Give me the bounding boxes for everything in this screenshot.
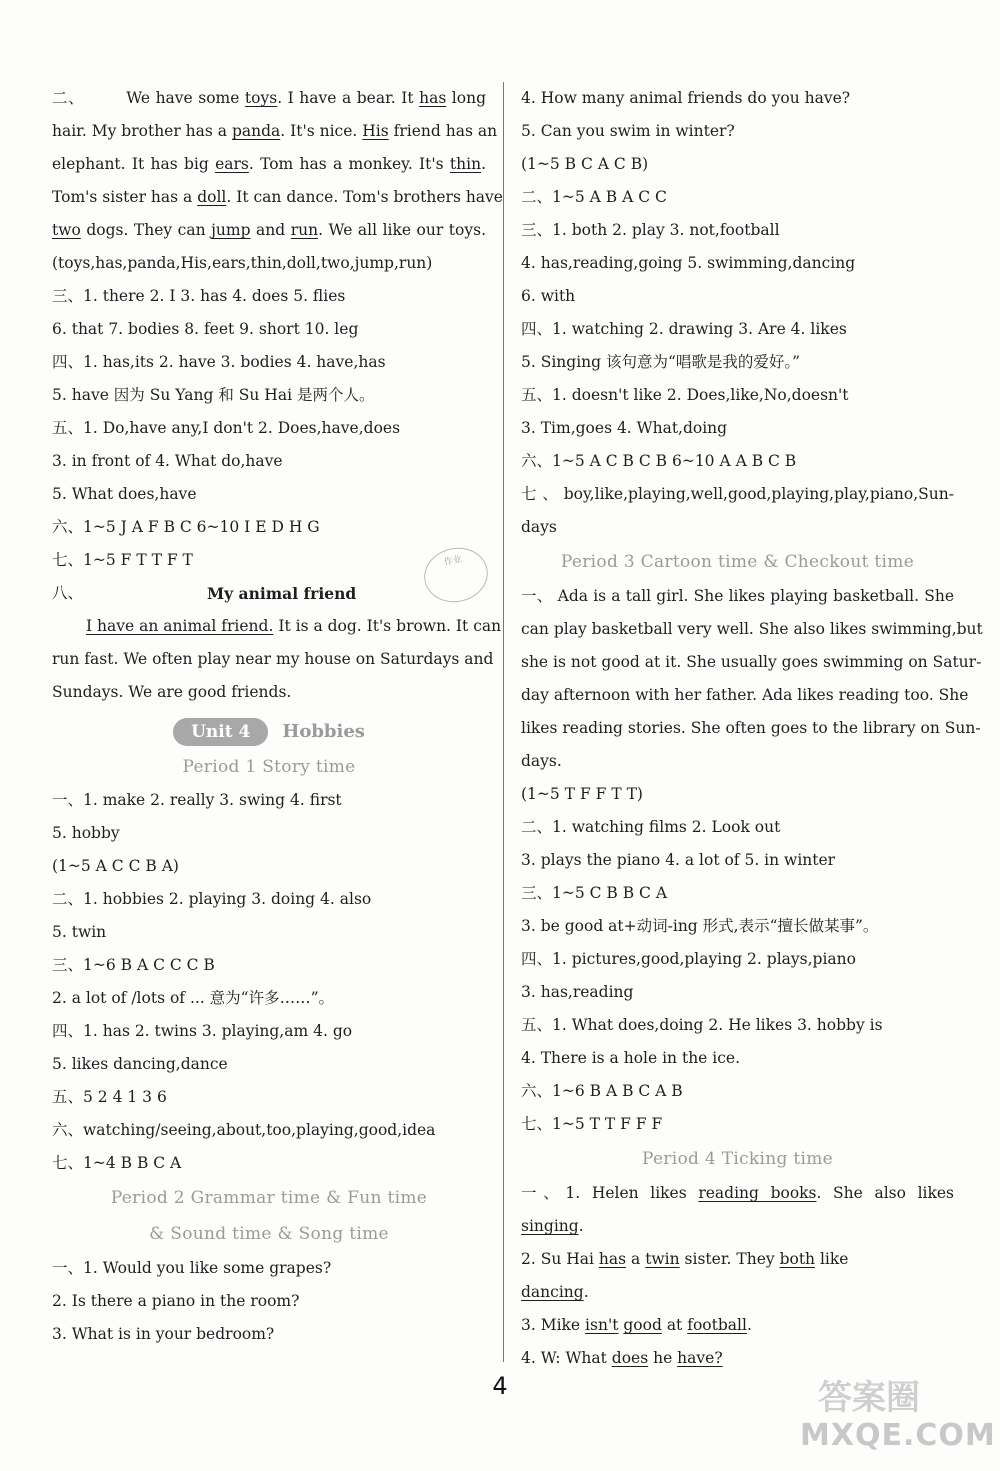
answer-line: 五、5 2 4 1 3 6: [52, 1088, 167, 1106]
underlined-answer: run: [290, 221, 319, 239]
answer-line: 六、1~5 J A F B C 6~10 I E D H G: [52, 518, 320, 536]
underlined-answer: reading books: [698, 1184, 817, 1202]
answer-line: 五、1. doesn't like 2. Does,like,No,doesn't: [521, 386, 849, 404]
answer-line: 3. in front of 4. What do,have: [52, 452, 283, 470]
answer-line: (1~5 A C C B A): [52, 857, 179, 875]
ticking-line-0: [521, 1177, 954, 1210]
answer-list: (toys,has,panda,His,ears,thin,doll,two,jump,run): [52, 254, 433, 272]
answer-line: 2. a lot of /lots of ... 意为“许多……”。: [52, 989, 334, 1007]
text-run: . Tom has a monkey. It's: [248, 155, 450, 173]
answer-line: 七、1~5 T T F F F: [521, 1115, 663, 1133]
answer-line: 五、1. What does,doing 2. He likes 3. hobby is: [521, 1016, 883, 1034]
text-run: at: [661, 1316, 688, 1334]
text-run: and: [250, 221, 291, 239]
ticking-line-4: [521, 1309, 954, 1342]
text-run: . We all like our toys.: [318, 221, 487, 239]
passage-line: can play basketball very well. She also likes swimming,but: [521, 620, 983, 638]
text-run: . It can dance. Tom's brothers have: [226, 188, 503, 206]
answer-line: 三、1. there 2. I 3. has 4. does 5. flies: [52, 287, 346, 305]
text-run: .: [578, 1217, 584, 1235]
column-divider: [503, 82, 504, 1362]
essay-title: My animal friend: [207, 584, 357, 603]
answer-line: 四、1. has 2. twins 3. playing,am 4. go: [52, 1022, 353, 1040]
text-run: a: [626, 1250, 646, 1268]
text-run: run fast. We often play near my house on Saturdays and: [52, 650, 494, 668]
text-run: .: [583, 1283, 589, 1301]
passage-text: [126, 89, 486, 107]
underlined-answer: has: [419, 89, 447, 107]
text-run: like: [815, 1250, 849, 1268]
underlined-answer: good: [623, 1316, 662, 1334]
s2-line-3: [52, 181, 503, 214]
answer-line: (1~5 T F F T T): [521, 785, 643, 803]
underlined-answer: jump: [211, 221, 251, 239]
underlined-answer: two: [52, 221, 81, 239]
passage-line: day afternoon with her father. Ada likes reading too. She: [521, 686, 969, 704]
answer-line: 三、1. both 2. play 3. not,football: [521, 221, 780, 239]
text-run: sister. They: [679, 1250, 780, 1268]
answer-line: 6. that 7. bodies 8. feet 9. short 10. leg: [52, 320, 359, 338]
unit-badge: Unit 4: [173, 718, 268, 746]
stamp-text: 作业: [443, 554, 463, 569]
unit-title: Hobbies: [282, 721, 365, 742]
passage-line: she is not good at it. She usually goes swimming on Satur-: [521, 653, 982, 671]
answer-line: 一、1. Would you like some grapes?: [52, 1259, 332, 1277]
answer-line: 七、1~4 B B C A: [52, 1154, 182, 1172]
text-run: It is a dog. It's brown. It can: [273, 617, 502, 635]
text-run: We have some: [126, 89, 245, 107]
period-heading: Period 3 Cartoon time & Checkout time: [560, 552, 915, 572]
ticking-line-3: [521, 1276, 954, 1309]
period-heading: Period 2 Grammar time & Fun time: [110, 1188, 428, 1208]
answer-line: 3. Tim,goes 4. What,doing: [521, 419, 728, 437]
answer-line: 七、boy,like,playing,well,good,playing,play,piano,Sun-: [521, 485, 954, 503]
answer-line: (1~5 B C A C B): [521, 155, 649, 173]
text-run: .: [746, 1316, 752, 1334]
answer-line: 5. Singing 该句意为“唱歌是我的爱好。”: [521, 353, 801, 371]
underlined-answer: panda: [231, 122, 281, 140]
underlined-answer: thin: [449, 155, 482, 173]
underlined-answer: dancing: [521, 1283, 584, 1301]
underlined-answer: have?: [677, 1349, 723, 1367]
answer-line: 5. likes dancing,dance: [52, 1055, 228, 1073]
answer-line: 5. have 因为 Su Yang 和 Su Hai 是两个人。: [52, 386, 375, 404]
s2-line-1: [52, 115, 498, 148]
text-run: elephant. It has big: [52, 155, 216, 173]
text-run: Sundays. We are good friends.: [52, 683, 292, 701]
text-run: he: [648, 1349, 678, 1367]
s2-line-4: [52, 214, 486, 247]
answer-line: 五、1. Do,have any,I don't 2. Does,have,does: [52, 419, 401, 437]
answer-line: 一、1. make 2. really 3. swing 4. first: [52, 791, 342, 809]
answer-line: 二、1. hobbies 2. playing 3. doing 4. also: [52, 890, 372, 908]
section-marker: 八、: [52, 584, 84, 602]
answer-line: 六、1~6 B A B C A B: [521, 1082, 683, 1100]
essay-line-0: [52, 610, 502, 643]
right-column: [521, 82, 983, 1375]
underlined-answer: I have an animal friend.: [86, 617, 274, 635]
text-run: long: [446, 89, 486, 107]
watermark-url: MXQE.COM: [800, 1418, 996, 1453]
underlined-answer: has: [598, 1250, 627, 1268]
answer-line: 三、1~6 B A C C C B: [52, 956, 215, 974]
underlined-answer: isn't: [585, 1316, 619, 1334]
text-run: Tom's sister has a: [52, 188, 198, 206]
answer-line: 四、1. pictures,good,playing 2. plays,piano: [521, 950, 856, 968]
answer-line: 四、1. watching 2. drawing 3. Are 4. likes: [521, 320, 847, 338]
text-run: . She also likes: [816, 1184, 955, 1202]
answer-line: 3. What is in your bedroom?: [52, 1325, 275, 1343]
left-column: [52, 82, 503, 1351]
answer-line: 4. There is a hole in the ice.: [521, 1049, 741, 1067]
passage-line: days.: [521, 752, 562, 770]
essay-line-1: [52, 643, 494, 676]
text-run: hair. My brother has a: [52, 122, 232, 140]
underlined-answer: ears: [215, 155, 249, 173]
answer-line: 三、1~5 C B B C A: [521, 884, 668, 902]
answer-line: 6. with: [521, 287, 576, 305]
answer-line: 七、1~5 F T T F T: [52, 551, 193, 569]
underlined-answer: toys: [244, 89, 278, 107]
answer-line: 六、watching/seeing,about,too,playing,good,idea: [52, 1121, 436, 1139]
answer-line: 4. has,reading,going 5. swimming,dancing: [521, 254, 856, 272]
answer-line: days: [521, 518, 557, 536]
text-run: . It's nice.: [280, 122, 363, 140]
page-number: 4: [492, 1372, 508, 1400]
passage-line: 一、 Ada is a tall girl. She likes playing basketball. She: [521, 587, 954, 605]
underlined-answer: football: [687, 1316, 747, 1334]
text-run: 2. Su Hai: [521, 1250, 599, 1268]
underlined-answer: both: [779, 1250, 816, 1268]
answer-line: 3. has,reading: [521, 983, 634, 1001]
ticking-line-2: [521, 1243, 954, 1276]
answer-line: 二、1~5 A B A C C: [521, 188, 667, 206]
answer-line: 4. How many animal friends do you have?: [521, 89, 851, 107]
underlined-answer: twin: [645, 1250, 680, 1268]
text-run: 4. W: What: [521, 1349, 612, 1367]
text-run: . I have a bear. It: [277, 89, 420, 107]
unit-header: [52, 711, 486, 751]
period-heading-cont: & Sound time & Song time: [149, 1224, 389, 1244]
answer-line: 5. Can you swim in winter?: [521, 122, 735, 140]
s8-heading: [52, 577, 486, 610]
answer-line: 5. twin: [52, 923, 107, 941]
answer-line: 3. plays the piano 4. a lot of 5. in winter: [521, 851, 836, 869]
answer-line: 5. What does,have: [52, 485, 197, 503]
answer-line: 5. hobby: [52, 824, 120, 842]
essay-line-2: [52, 676, 486, 709]
watermark-logo: 答案圈: [818, 1378, 920, 1418]
section-marker: 二、: [52, 89, 85, 107]
answer-line: 二、1. watching films 2. Look out: [521, 818, 781, 836]
underlined-answer: doll: [197, 188, 227, 206]
text-run: dogs. They can: [80, 221, 212, 239]
answer-line: 六、1~5 A C B C B 6~10 A A B C B: [521, 452, 797, 470]
ticking-line-1: [521, 1210, 954, 1243]
underlined-answer: does: [611, 1349, 649, 1367]
underlined-answer: singing: [521, 1217, 579, 1235]
s2-line-0: [52, 82, 486, 115]
text-run: 3. Mike: [521, 1316, 586, 1334]
period-heading: Period 4 Ticking time: [641, 1149, 834, 1169]
answer-line: 2. Is there a piano in the room?: [52, 1292, 300, 1310]
passage-line: likes reading stories. She often goes to the library on Sun-: [521, 719, 981, 737]
period-heading: Period 1 Story time: [182, 757, 356, 777]
answer-line: 3. be good at+动词-ing 形式,表示“擅长做某事”。: [521, 917, 879, 935]
text-run: friend has an: [388, 122, 498, 140]
s2-line-2: [52, 148, 486, 181]
answer-line: 四、1. has,its 2. have 3. bodies 4. have,has: [52, 353, 386, 371]
text-run: 一、1. Helen likes: [521, 1184, 699, 1202]
text-run: .: [481, 155, 486, 173]
underlined-answer: His: [362, 122, 389, 140]
